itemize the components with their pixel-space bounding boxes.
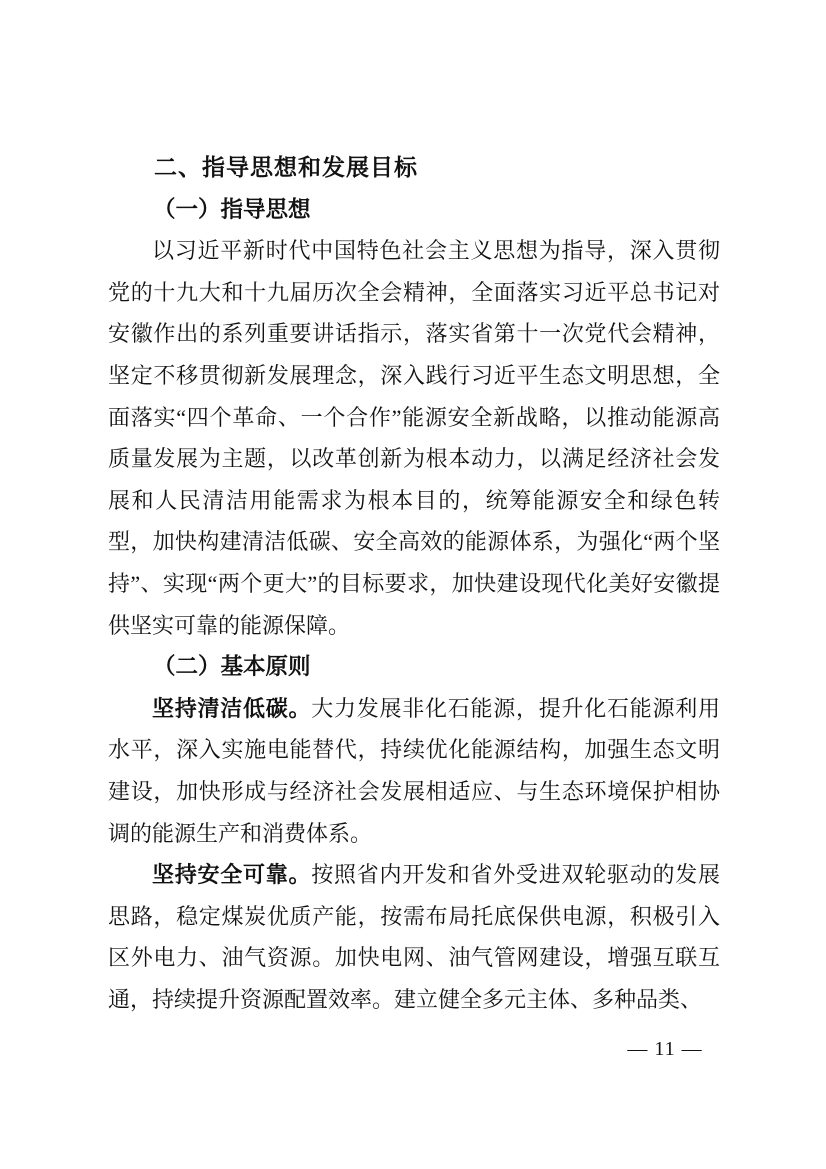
paragraph-lead: 坚持清洁低碳。 [152,695,312,721]
section-heading: 二、指导思想和发展目标 [154,154,418,180]
subsection-heading-basic-principles: （二）基本原则 [153,654,311,680]
page-number: — 11 — [627,1038,703,1060]
page-content [108,147,720,1020]
paragraph-lead: 坚持安全可靠。 [152,862,312,888]
paragraph-safe-reliable [108,854,720,1020]
subsection-heading-guiding-ideology: （一）指导思想 [153,196,311,222]
paragraph-clean-low-carbon [108,688,720,854]
paragraph-text: 大力发展非化石能源，提升化石能源利用水平，深入实施电能替代，持续优化能源结构，加强生态文明建设，加快形成与经济社会发展相适应、与生态环境保护相协调的能源生产和消费体系。 [108,695,720,846]
paragraph-guiding-ideology [108,230,720,646]
paragraph-text: 以习近平新时代中国特色社会主义思想为指导，深入贯彻党的十九大和十九届历次全会精神，全面落实习近平总书记对安徽作出的系列重要讲话指示，落实省第十一次党代会精神，坚定不移贯彻新发展理念，深入践行习近平生态文明思想，全面落实“四个革命、一个合作”能源安全新战略，以推动能源高质量发展为主题，以改革创新为根本动力，以满足经济社会发展和人民清洁用能需求为根本目的，统筹能源安全和绿色转型，加快构建清洁低碳、安全高效的能源体系，为强化“两个坚持”、实现“两个更大”的目标要求，加快建设现代化美好安徽提供坚实可靠的能源保障。 [108,238,720,638]
paragraph-text: 按照省内开发和省外受进双轮驱动的发展思路，稳定煤炭优质产能，按需布局托底保供电源，积极引入区外电力、油气资源。加快电网、油气管网建设，增强互联互通，持续提升资源配置效率。建立健全多元主体、多种品类、 [108,862,720,1012]
